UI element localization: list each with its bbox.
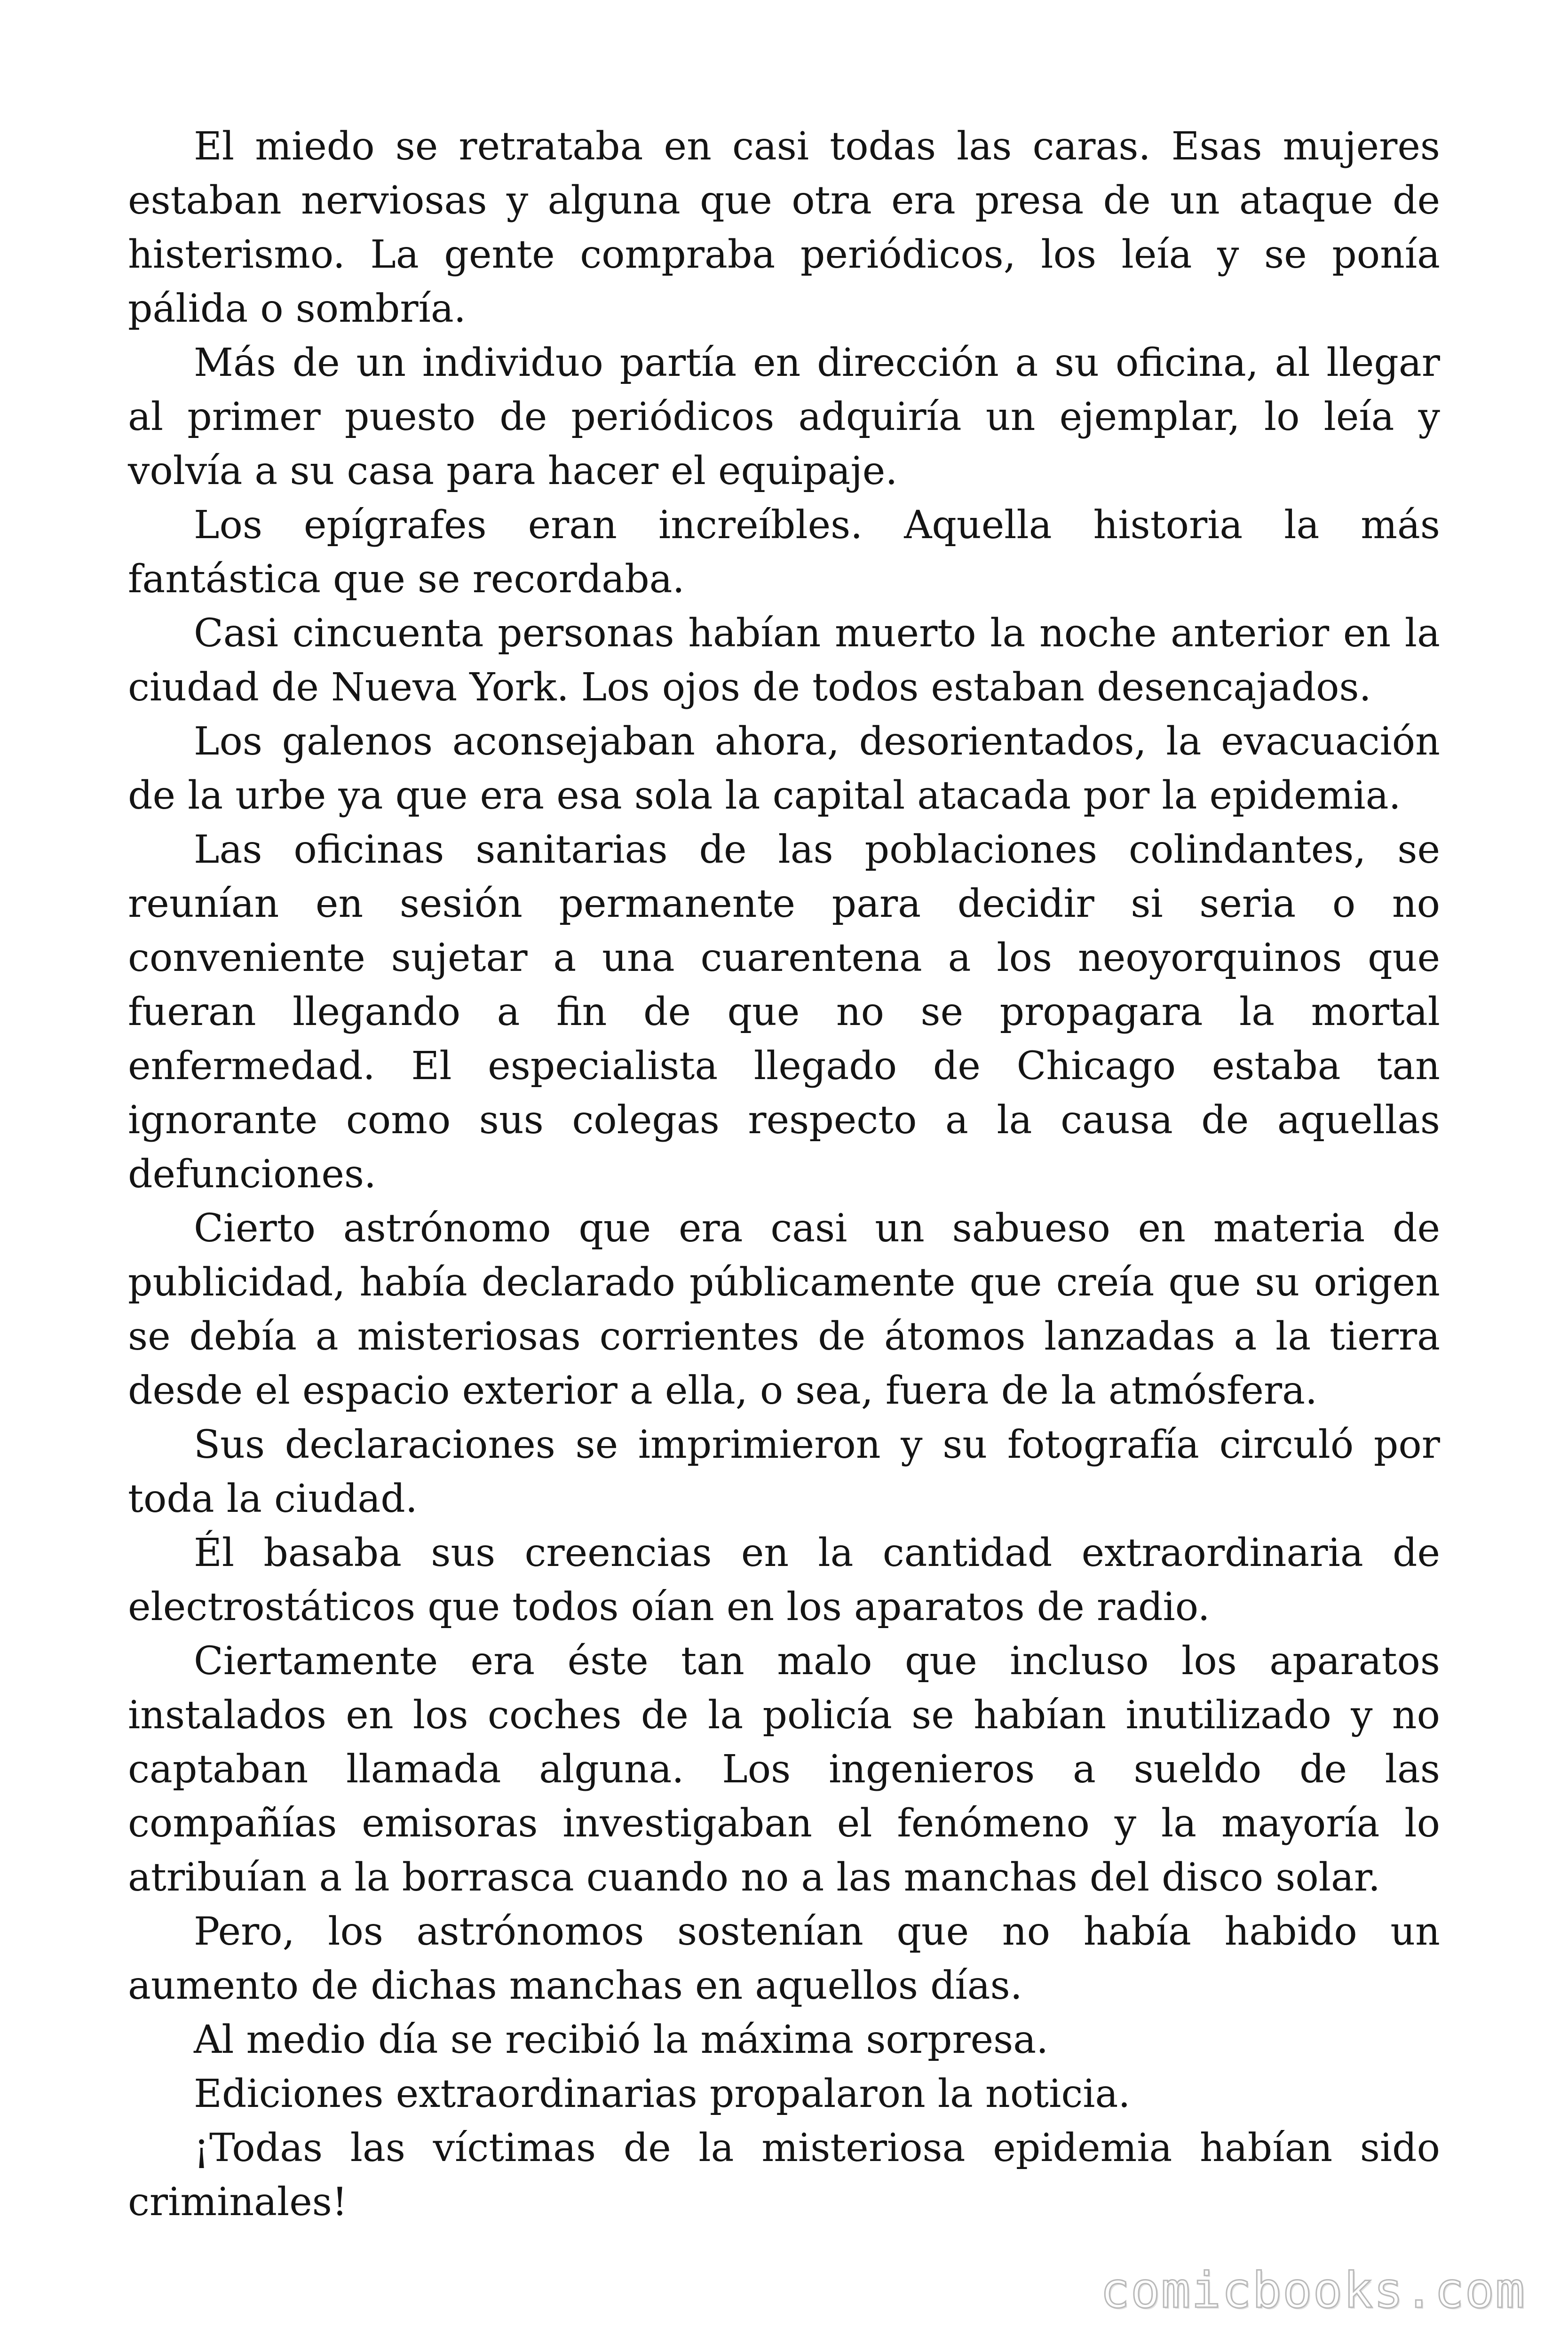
paragraph: Ediciones extraordinarias propalaron la noticia.: [194, 2072, 1131, 2116]
body-text: [128, 119, 1440, 2229]
paragraph: Más de un individuo partía en dirección a su oficina, al llegar al primer puesto de periódicos adquiría un ejemplar, lo leía y volvía a su casa para hacer el equipaje.: [128, 341, 1440, 493]
paragraph: Las oficinas sanitarias de las poblaciones colindantes, se reunían en sesión permanente para decidir si seria o no conveniente sujetar a una cuarentena a los neoyorquinos que fueran llegando a fin de que no se propagara la mortal enfermedad. El especialista llegado de Chicago estaba tan ignorante como sus colegas respecto a la causa de aquellas defunciones.: [128, 827, 1440, 1197]
paragraph: Cierto astrónomo que era casi un sabueso en materia de publicidad, había declarado públicamente que creía que su origen se debía a misteriosas corrientes de átomos lanzadas a la tierra desde el espacio exterior a ella, o sea, fuera de la atmósfera.: [128, 1206, 1440, 1413]
paragraph: Los galenos aconsejaban ahora, desorientados, la evacuación de la urbe ya que era esa sola la capital atacada por la epidemia.: [128, 719, 1440, 818]
paragraph: Casi cincuenta personas habían muerto la noche anterior en la ciudad de Nueva York. Los ojos de todos estaban desencajados.: [128, 611, 1440, 710]
paragraph: Al medio día se recibió la máxima sorpresa.: [194, 2018, 1049, 2062]
paragraph: ¡Todas las víctimas de la misteriosa epidemia habían sido criminales!: [128, 2126, 1440, 2225]
paragraph: Ciertamente era éste tan malo que incluso los aparatos instalados en los coches de la policía se habían inutilizado y no captaban llamada alguna. Los ingenieros a sueldo de las compañías emisoras investigaban el fenómeno y la mayoría lo atribuían a la borrasca cuando no a las manchas del disco solar.: [128, 1639, 1440, 1900]
watermark: comicbooks.com: [1100, 2262, 1526, 2319]
paragraph: Él basaba sus creencias en la cantidad extraordinaria de electrostáticos que todos oían en los aparatos de radio.: [128, 1531, 1440, 1629]
paragraph: Sus declaraciones se imprimieron y su fotografía circuló por toda la ciudad.: [128, 1422, 1440, 1521]
paragraph: Los epígrafes eran increíbles. Aquella historia la más fantástica que se recordaba.: [128, 503, 1440, 602]
paragraph: Pero, los astrónomos sostenían que no había habido un aumento de dichas manchas en aquellos días.: [128, 1909, 1440, 2008]
paragraph: El miedo se retrataba en casi todas las caras. Esas mujeres estaban nerviosas y alguna que otra era presa de un ataque de histerismo. La gente compraba periódicos, los leía y se ponía pálida o sombría.: [128, 124, 1440, 331]
